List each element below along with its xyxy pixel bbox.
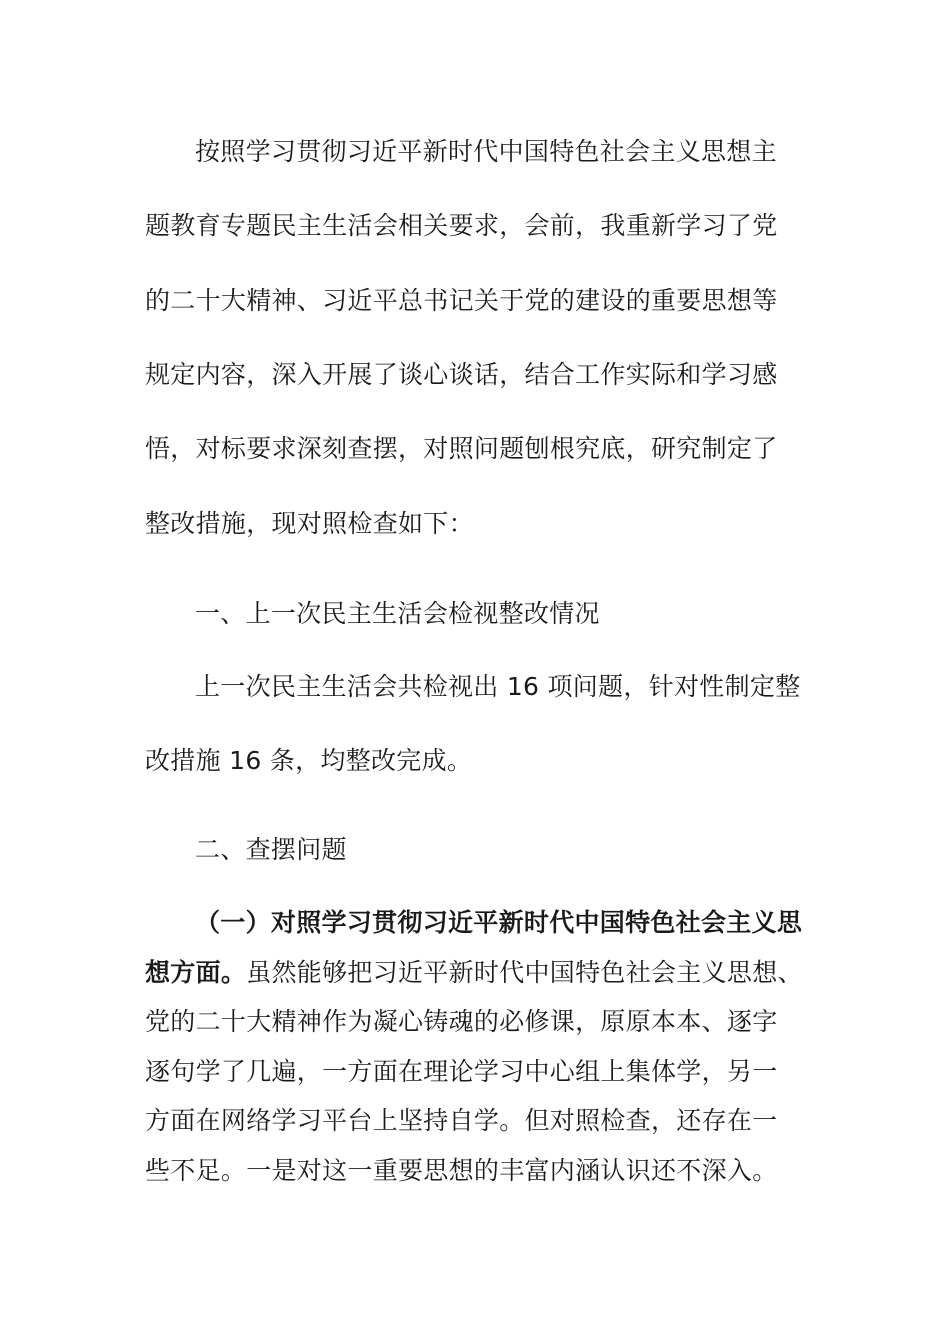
subsection1-line: 逐句学了几遍，一方面在理论学习中心组上集体学，另一 — [145, 1057, 778, 1086]
intro-line: 整改措施，现对照检查如下： — [145, 509, 474, 538]
subsection1-heading-end: 想方面。 — [145, 958, 247, 987]
intro-line: 规定内容，深入开展了谈心谈话，结合工作实际和学习感 — [145, 360, 778, 389]
intro-line: 悟，对标要求深刻查摆，对照问题刨根究底，研究制定了 — [145, 434, 778, 463]
subsection1-line: 党的二十大精神作为凝心铸魂的必修课，原原本本、逐字 — [145, 1007, 778, 1036]
subsection1-line — [145, 956, 803, 990]
section1-line: 改措施 16 条，均整改完成。 — [145, 746, 473, 775]
intro-line: 的二十大精神、习近平总书记关于党的建设的重要思想等 — [145, 286, 778, 315]
subsection1-heading: （一）对照学习贯彻习近平新时代中国特色社会主义思 — [195, 908, 803, 937]
section1-line: 上一次民主生活会共检视出 16 项问题，针对性制定整 — [195, 672, 801, 701]
section1-heading: 一、上一次民主生活会检视整改情况 — [195, 599, 600, 628]
intro-line: 按照学习贯彻习近平新时代中国特色社会主义思想主 — [195, 137, 777, 166]
section2-heading: 二、查摆问题 — [195, 835, 347, 864]
subsection1-line: 方面在网络学习平台上坚持自学。但对照检查，还存在一 — [145, 1106, 778, 1135]
intro-line: 题教育专题民主生活会相关要求，会前，我重新学习了党 — [145, 211, 778, 240]
subsection1-line: 些不足。一是对这一重要思想的丰富内涵认识还不深入。 — [145, 1156, 778, 1185]
subsection1-text: 虽然能够把习近平新时代中国特色社会主义思想、 — [246, 958, 803, 987]
